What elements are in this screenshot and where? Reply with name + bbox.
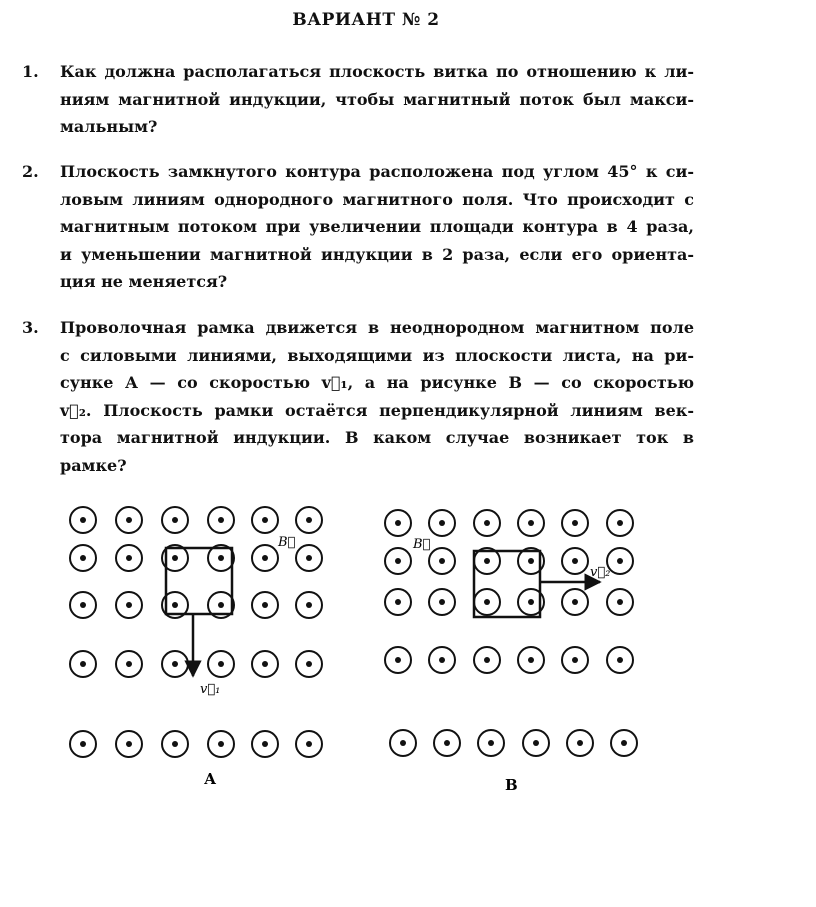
field-line-dot-icon	[126, 555, 132, 561]
field-line-dot-icon	[577, 740, 583, 746]
field-line-dot-icon	[126, 661, 132, 667]
field-line-dot-icon	[400, 740, 406, 746]
field-line-dot-icon	[572, 657, 578, 663]
figure-a-field-label: B⃗	[278, 535, 296, 550]
field-line-dot-icon	[617, 520, 623, 526]
field-line-dot-icon	[488, 740, 494, 746]
field-line-dot-icon	[528, 558, 534, 564]
field-line-dot-icon	[306, 555, 312, 561]
field-line-dot-icon	[484, 520, 490, 526]
field-line-dot-icon	[306, 741, 312, 747]
figure-b-label: В	[505, 776, 518, 794]
field-line-dot-icon	[621, 740, 627, 746]
question-number: 3.	[22, 318, 39, 337]
field-line-dot-icon	[218, 661, 224, 667]
field-line-dot-icon	[484, 599, 490, 605]
field-line-dot-icon	[439, 558, 445, 564]
figure-a-label: А	[204, 770, 217, 788]
field-line-dot-icon	[395, 599, 401, 605]
field-line-dot-icon	[439, 599, 445, 605]
field-line-dot-icon	[306, 517, 312, 523]
field-line-dot-icon	[395, 657, 401, 663]
field-line-dot-icon	[439, 657, 445, 663]
figure-b-velocity-label: v⃗₂	[590, 565, 611, 580]
field-line-dot-icon	[617, 599, 623, 605]
field-line-dot-icon	[617, 558, 623, 564]
field-line-dot-icon	[262, 602, 268, 608]
field-line-dot-icon	[533, 740, 539, 746]
field-line-dot-icon	[172, 555, 178, 561]
field-line-dot-icon	[218, 741, 224, 747]
field-line-dot-icon	[572, 558, 578, 564]
field-line-dot-icon	[80, 517, 86, 523]
question-number: 2.	[22, 162, 39, 181]
field-line-dot-icon	[484, 657, 490, 663]
field-line-dot-icon	[262, 661, 268, 667]
question-line: Плоскость замкнутого контура расположена под углом 45° к си-	[60, 162, 694, 181]
field-line-dot-icon	[395, 520, 401, 526]
field-line-dot-icon	[444, 740, 450, 746]
field-line-dot-icon	[126, 517, 132, 523]
variant-title-text: ВАРИАНТ № 2	[292, 10, 440, 30]
field-line-dot-icon	[262, 517, 268, 523]
field-line-dot-icon	[80, 602, 86, 608]
question-line: мальным?	[60, 117, 158, 136]
question-line: Проволочная рамка движется в неоднородном магнитном поле	[60, 318, 694, 337]
field-line-dot-icon	[395, 558, 401, 564]
figure-b-field-label: B⃗	[413, 537, 431, 552]
field-line-dot-icon	[172, 741, 178, 747]
question-number: 1.	[22, 62, 39, 81]
field-line-dot-icon	[80, 741, 86, 747]
field-line-dot-icon	[172, 517, 178, 523]
field-line-dot-icon	[262, 555, 268, 561]
field-line-dot-icon	[262, 741, 268, 747]
field-line-dot-icon	[572, 599, 578, 605]
question-line: ловым линиям однородного магнитного поля. Что происходит с	[60, 189, 694, 209]
field-line-dot-icon	[617, 657, 623, 663]
field-line-dot-icon	[126, 741, 132, 747]
field-line-dot-icon	[80, 555, 86, 561]
question-line: v⃗₂. Плоскость рамки остаётся перпендикулярной линиям век-	[60, 400, 694, 420]
question-line: Как должна располагаться плоскость витка по отношению к ли-	[60, 62, 694, 81]
question-line: ниям магнитной индукции, чтобы магнитный поток был макси-	[60, 89, 694, 109]
field-line-dot-icon	[80, 661, 86, 667]
field-line-dot-icon	[528, 657, 534, 663]
figure-a-velocity-label: v⃗₁	[200, 682, 221, 697]
field-line-dot-icon	[126, 602, 132, 608]
field-line-dot-icon	[306, 661, 312, 667]
field-line-dot-icon	[218, 555, 224, 561]
field-line-dot-icon	[528, 520, 534, 526]
field-line-dot-icon	[572, 520, 578, 526]
question-line: сунке А — со скоростью v⃗₁, а на рисунке В — со скоростью	[60, 373, 694, 392]
question-line: с силовыми линиями, выходящими из плоскости листа, на ри-	[60, 345, 694, 365]
field-line-dot-icon	[172, 602, 178, 608]
field-line-dot-icon	[484, 558, 490, 564]
field-line-dot-icon	[172, 661, 178, 667]
question-line: и уменьшении магнитной индукции в 2 раза, если его ориента-	[60, 244, 694, 264]
field-line-dot-icon	[528, 599, 534, 605]
field-line-dot-icon	[218, 602, 224, 608]
question-line: магнитным потоком при увеличении площади контура в 4 раза,	[60, 217, 694, 236]
question-line: ция не меняется?	[60, 272, 228, 291]
field-line-dot-icon	[306, 602, 312, 608]
question-line: рамке?	[60, 455, 127, 475]
question-line: тора магнитной индукции. В каком случае возникает ток в	[60, 428, 694, 447]
field-line-dot-icon	[218, 517, 224, 523]
field-line-dot-icon	[439, 520, 445, 526]
